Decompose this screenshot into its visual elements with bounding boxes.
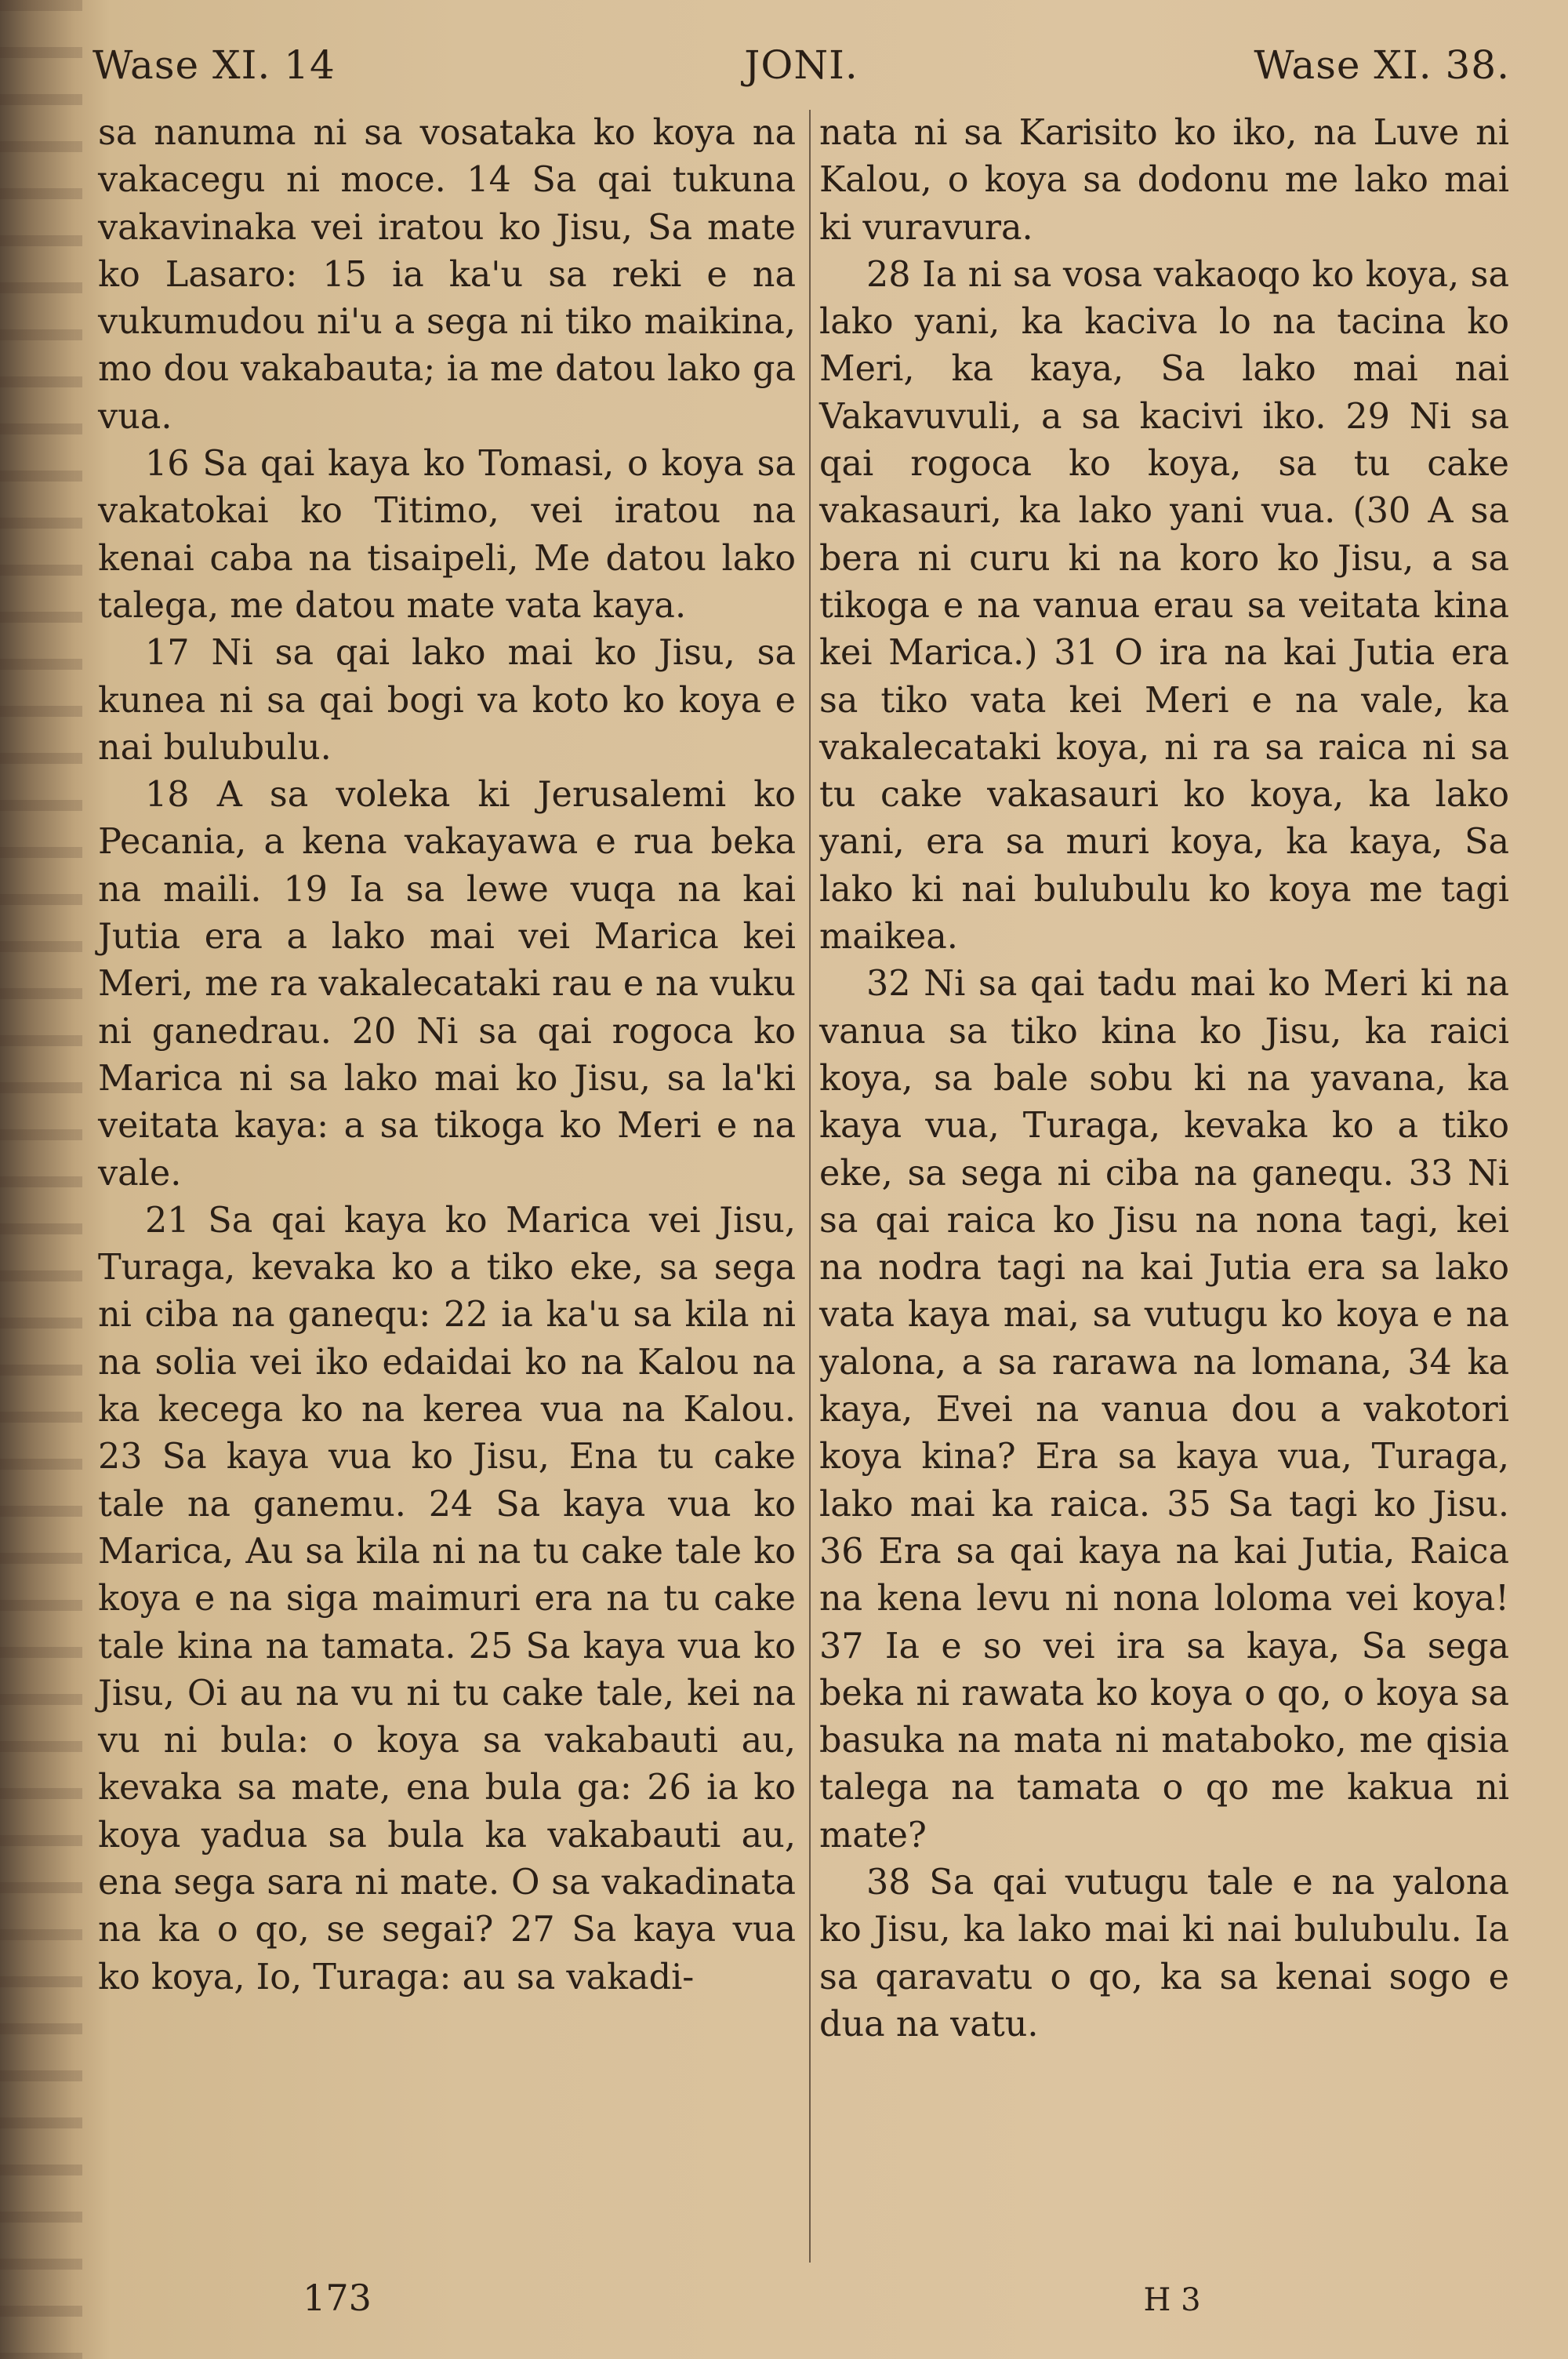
- paragraph: 28 Ia ni sa vosa vakaoqo ko koya, sa lako yani, ka kaciva lo na tacina ko Meri, ka kaya, Sa lako mai nai Vakavuvuli, a sa kacivi iko. 29 Ni sa qai rogoca ko koya, sa tu cake vakasauri, ka lako yani vua. (30 A sa bera ni curu ki na koro ko Jisu, a sa tikoga e na vanua erau sa veitata kina kei Marica.) 31 O ira na kai Jutia era sa tiko vata kei Meri e na vale, ka vakalecataki koya, ni ra sa raica ni sa tu cake vakasauri ko koya, ka lako yani, era sa muri koya, ka kaya, Sa lako ki nai bulubulu ko koya me tagi maikea.: [819, 254, 1509, 958]
- paragraph: sa nanuma ni sa vosataka ko koya na vakacegu ni moce. 14 Sa qai tukuna vakavinaka vei iratou ko Jisu, Sa mate ko Lasaro: 15 ia ka'u sa reki e na vukumudou ni'u a sega ni tiko maikina, mo dou vakabauta; ia me datou lako ga vua.: [98, 113, 796, 437]
- paragraph: 32 Ni sa qai tadu mai ko Meri ki na vanua sa tiko kina ko Jisu, ka raici koya, sa bale sobu ki na yavana, ka kaya vua, Turaga, kevaka ko a tiko eke, sa sega ni ciba na ganequ. 33 Ni sa qai raica ko Jisu na nona tagi, kei na nodra tagi na kai Jutia era sa lako vata kaya mai, sa vutugu ko koya e na yalona, a sa rarawa na lomana, 34 ka kaya, Evei na vanua dou a vakotori koya kina? Era sa kaya vua, Turaga, lako mai ka raica. 35 Sa tagi ko Jisu. 36 Era sa qai kaya na kai Jutia, Raica na kena levu ni nona loloma vei koya! 37 Ia e so vei ira sa kaya, Sa sega beka ni rawata ko koya o qo, o koya sa basuka na mata ni mataboko, me qisia talega na tamata o qo me kakua ni mate?: [819, 964, 1509, 1856]
- header-left-reference: Wase XI. 14: [93, 42, 336, 88]
- paragraph: 21 Sa qai kaya ko Marica vei Jisu, Turaga, kevaka ko a tiko eke, sa sega ni ciba na ganequ: 22 ia ka'u sa kila ni na solia vei iko edaidai ko na Kalou na ka kecega ko na kerea vua na Kalou. 23 Sa kaya vua ko Jisu, Ena tu cake tale na ganemu. 24 Sa kaya vua ko Marica, Au sa kila ni na tu cake tale ko koya e na siga maimuri era na tu cake tale kina na tamata. 25 Sa kaya vua ko Jisu, Oi au na vu ni tu cake tale, kei na vu ni bula: o koya sa vakabauti au, kevaka sa mate, ena bula ga: 26 ia ko koya yadua sa bula ka vakabauti au, ena sega sara ni mate. O sa vakadinata na ka o qo, se segai? 27 Sa kaya vua ko koya, Io, Turaga: au sa vakadi-: [98, 1200, 796, 1997]
- paragraph: 17 Ni sa qai lako mai ko Jisu, sa kunea ni sa qai bogi va koto ko koya e nai bulubulu.: [98, 633, 796, 768]
- signature-mark: H 3: [1143, 2282, 1201, 2318]
- running-header: [93, 38, 1510, 93]
- paragraph: 18 A sa voleka ki Jerusalemi ko Pecania, a kena vakayawa e rua beka na maili. 19 Ia sa lewe vuqa na kai Jutia era a lako mai vei Marica kei Meri, me ra vakalecataki rau e na vuku ni ganedrau. 20 Ni sa qai rogoca ko Marica ni sa lako mai ko Jisu, sa la'ki veitata kaya: a sa tikoga ko Meri e na vale.: [98, 775, 796, 1194]
- paragraph: 16 Sa qai kaya ko Tomasi, o koya sa vakatokai ko Titimo, vei iratou na kenai caba na tisaipeli, Me datou lako talega, me datou mate vata kaya.: [98, 444, 796, 626]
- header-right-reference: Wase XI. 38.: [1254, 42, 1510, 88]
- gutter-bleed-through: [0, 0, 82, 2359]
- column-divider: [809, 110, 811, 2263]
- right-column: [819, 110, 1509, 2239]
- header-book-title: JONI.: [744, 42, 858, 88]
- paragraph: nata ni sa Karisito ko iko, na Luve ni Kalou, o koya sa dodonu me lako mai ki vuravura.: [819, 113, 1509, 248]
- page-number: 173: [303, 2277, 372, 2319]
- paragraph: 38 Sa qai vutugu tale e na yalona ko Jisu, ka lako mai ki nai bulubulu. Ia sa qaravatu o qo, ka sa kenai sogo e dua na vatu.: [819, 1862, 1509, 2045]
- left-column: [98, 110, 796, 2239]
